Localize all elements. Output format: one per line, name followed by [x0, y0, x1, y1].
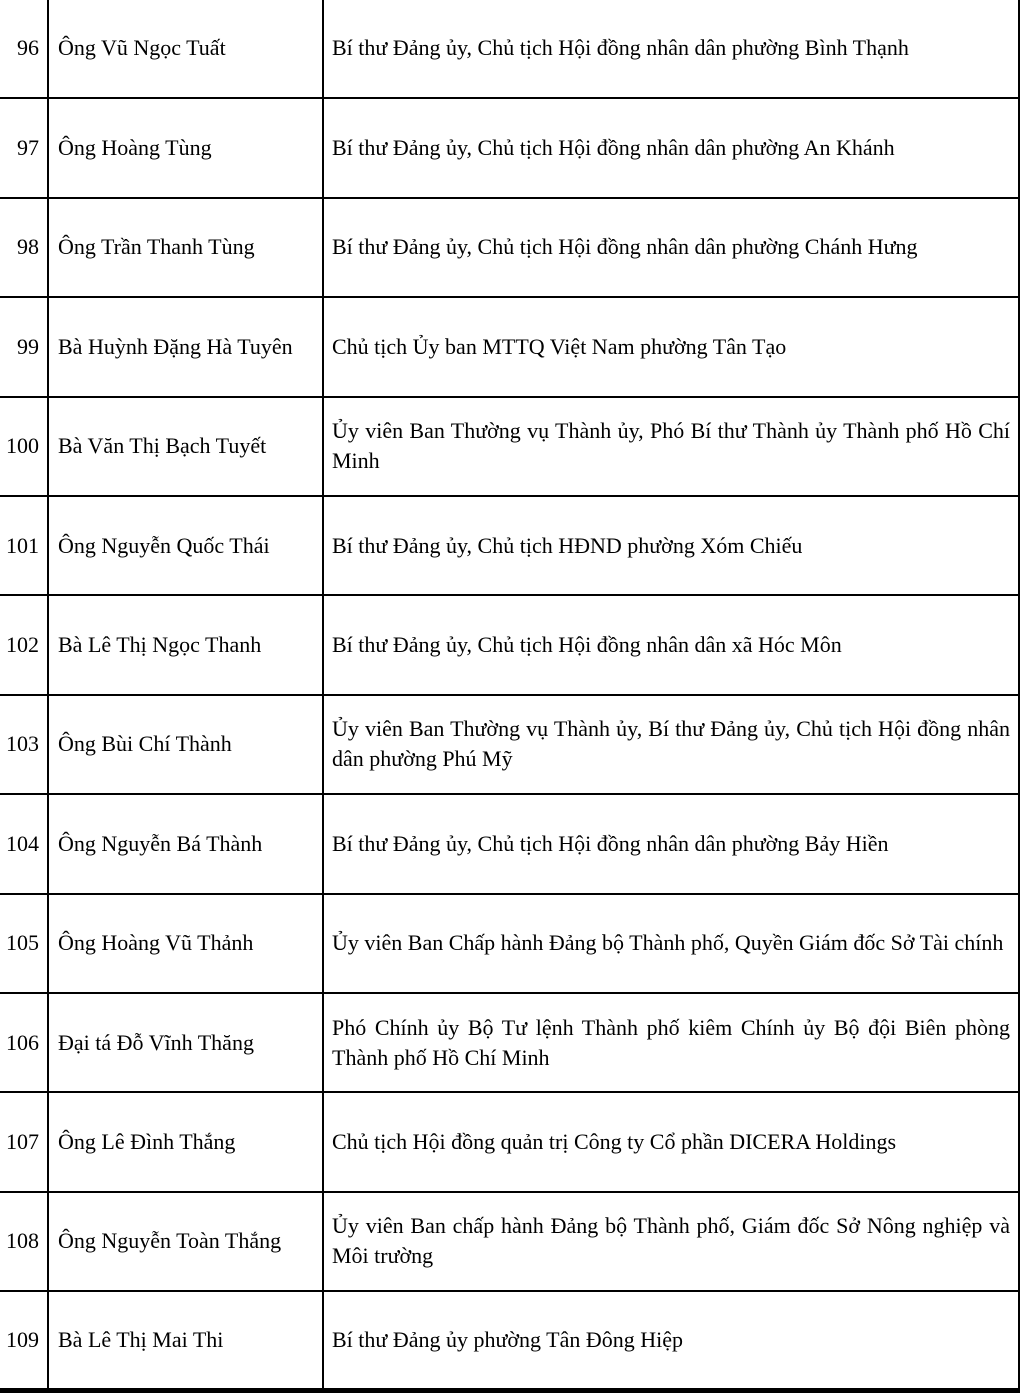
position-cell: Ủy viên Ban Thường vụ Thành ủy, Phó Bí thư Thành ủy Thành phố Hồ Chí Minh [323, 397, 1019, 496]
table-row [0, 0, 1019, 98]
table-row [0, 198, 1019, 297]
table-row [0, 993, 1019, 1092]
position-cell: Ủy viên Ban chấp hành Đảng bộ Thành phố, Giám đốc Sở Nông nghiệp và Môi trường [323, 1192, 1019, 1291]
position-cell: Chủ tịch Hội đồng quản trị Công ty Cổ phần DICERA Holdings [323, 1092, 1019, 1191]
row-number-cell: 103 [0, 695, 48, 794]
position-cell: Bí thư Đảng ủy, Chủ tịch Hội đồng nhân dân xã Hóc Môn [323, 595, 1019, 694]
position-cell: Chủ tịch Ủy ban MTTQ Việt Nam phường Tân Tạo [323, 297, 1019, 396]
name-cell: Ông Hoàng Tùng [48, 98, 323, 197]
table-row [0, 894, 1019, 993]
table-row [0, 397, 1019, 496]
row-number-cell: 105 [0, 894, 48, 993]
row-number-cell: 97 [0, 98, 48, 197]
row-number-cell: 109 [0, 1291, 48, 1390]
row-number-cell: 104 [0, 794, 48, 893]
name-cell: Ông Vũ Ngọc Tuất [48, 0, 323, 98]
name-cell: Ông Nguyễn Bá Thành [48, 794, 323, 893]
row-number-cell: 107 [0, 1092, 48, 1191]
name-cell: Ông Nguyễn Quốc Thái [48, 496, 323, 595]
name-cell: Ông Lê Đình Thắng [48, 1092, 323, 1191]
name-cell: Bà Lê Thị Mai Thi [48, 1291, 323, 1390]
table-row [0, 98, 1019, 197]
row-number-cell: 102 [0, 595, 48, 694]
table-row [0, 794, 1019, 893]
name-cell: Ông Hoàng Vũ Thảnh [48, 894, 323, 993]
position-cell: Bí thư Đảng ủy phường Tân Đông Hiệp [323, 1291, 1019, 1390]
name-cell: Ông Bùi Chí Thành [48, 695, 323, 794]
table-row [0, 1092, 1019, 1191]
name-cell: Bà Huỳnh Đặng Hà Tuyên [48, 297, 323, 396]
position-cell: Bí thư Đảng ủy, Chủ tịch Hội đồng nhân dân phường An Khánh [323, 98, 1019, 197]
table-row [0, 496, 1019, 595]
name-cell: Bà Văn Thị Bạch Tuyết [48, 397, 323, 496]
position-cell: Bí thư Đảng ủy, Chủ tịch Hội đồng nhân dân phường Bình Thạnh [323, 0, 1019, 98]
row-number-cell: 99 [0, 297, 48, 396]
name-cell: Ông Trần Thanh Tùng [48, 198, 323, 297]
row-number-cell: 96 [0, 0, 48, 98]
table-row [0, 695, 1019, 794]
row-number-cell: 101 [0, 496, 48, 595]
table-row [0, 1192, 1019, 1291]
name-cell: Đại tá Đỗ Vĩnh Thăng [48, 993, 323, 1092]
position-cell: Phó Chính ủy Bộ Tư lệnh Thành phố kiêm Chính ủy Bộ đội Biên phòng Thành phố Hồ Chí Minh [323, 993, 1019, 1092]
table-row [0, 595, 1019, 694]
position-cell: Bí thư Đảng ủy, Chủ tịch HĐND phường Xóm Chiếu [323, 496, 1019, 595]
row-number-cell: 108 [0, 1192, 48, 1291]
name-cell: Bà Lê Thị Ngọc Thanh [48, 595, 323, 694]
table-row [0, 297, 1019, 396]
row-number-cell: 106 [0, 993, 48, 1092]
row-number-cell: 100 [0, 397, 48, 496]
table-row [0, 1291, 1019, 1390]
position-cell: Ủy viên Ban Chấp hành Đảng bộ Thành phố, Quyền Giám đốc Sở Tài chính [323, 894, 1019, 993]
position-cell: Ủy viên Ban Thường vụ Thành ủy, Bí thư Đảng ủy, Chủ tịch Hội đồng nhân dân phường Phú Mỹ [323, 695, 1019, 794]
name-cell: Ông Nguyễn Toàn Thắng [48, 1192, 323, 1291]
position-cell: Bí thư Đảng ủy, Chủ tịch Hội đồng nhân dân phường Chánh Hưng [323, 198, 1019, 297]
position-cell: Bí thư Đảng ủy, Chủ tịch Hội đồng nhân dân phường Bảy Hiền [323, 794, 1019, 893]
row-number-cell: 98 [0, 198, 48, 297]
